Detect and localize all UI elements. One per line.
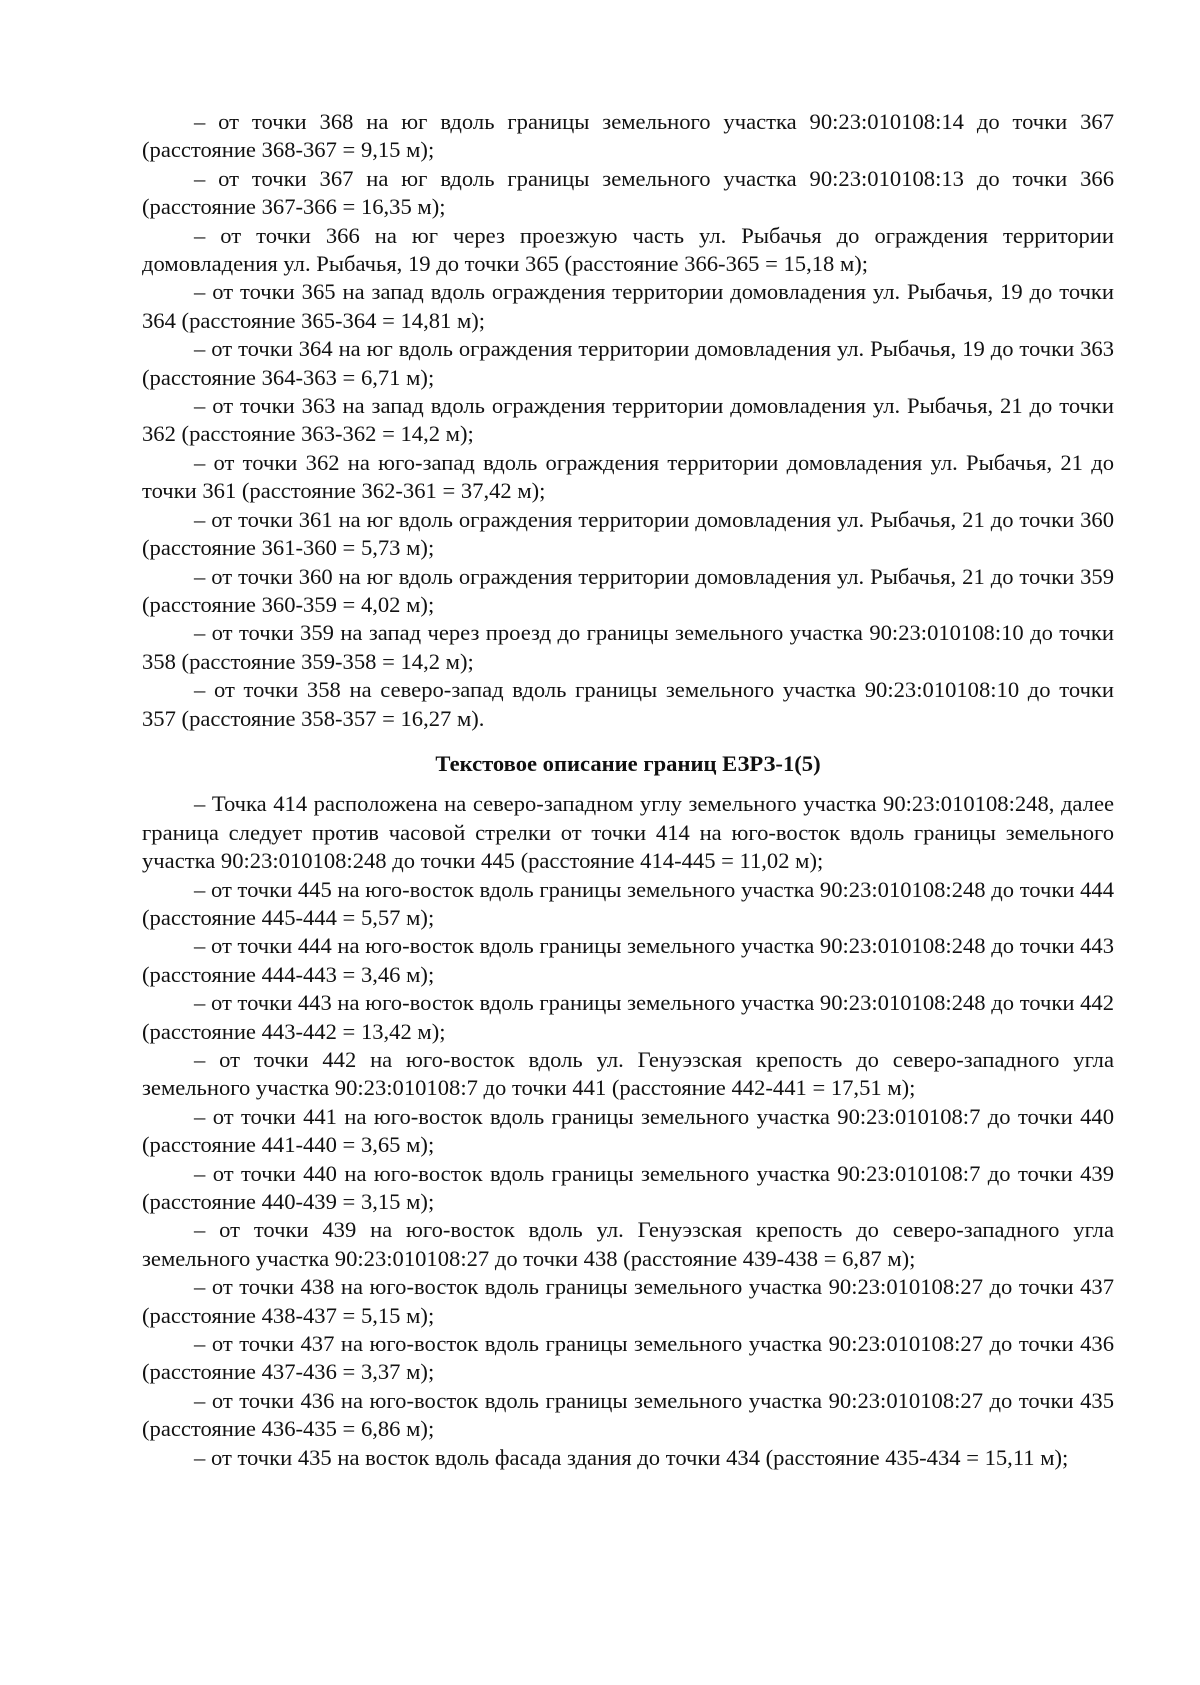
paragraph: – от точки 367 на юг вдоль границы земельного участка 90:23:010108:13 до точки 366 (расстояние 367-366 = 16,35 м);	[142, 165, 1114, 220]
paragraph: – от точки 360 на юг вдоль ограждения территории домовладения ул. Рыбачья, 21 до точки 359 (расстояние 360-359 = 4,02 м);	[142, 563, 1114, 617]
section-boundary-continuation	[142, 108, 1114, 733]
document-page	[142, 108, 1114, 1472]
paragraph: – от точки 435 на восток вдоль фасада здания до точки 434 (расстояние 435-434 = 15,11 м);	[194, 1444, 1069, 1470]
paragraph: – от точки 441 на юго-восток вдоль границы земельного участка 90:23:010108:7 до точки 440 (расстояние 441-440 = 3,65 м);	[142, 1103, 1114, 1158]
paragraph: – от точки 445 на юго-восток вдоль границы земельного участка 90:23:010108:248 до точки 444 (расстояние 445-444 = 5,57 м);	[142, 876, 1114, 930]
paragraph: – от точки 363 на запад вдоль ограждения территории домовладения ул. Рыбачья, 21 до точки 362 (расстояние 363-362 = 14,2 м);	[142, 393, 1114, 447]
section-ezrz-1-5	[142, 790, 1114, 1472]
paragraph: – от точки 437 на юго-восток вдоль границы земельного участка 90:23:010108:27 до точки 436 (расстояние 437-436 = 3,37 м);	[142, 1331, 1114, 1385]
paragraph: – от точки 366 на юг через проезжую часть ул. Рыбачья до ограждения территории домовладения ул. Рыбачья, 19 до точки 365 (расстояние 366-365 = 15,18 м);	[142, 222, 1114, 277]
paragraph: – от точки 436 на юго-восток вдоль границы земельного участка 90:23:010108:27 до точки 435 (расстояние 436-435 = 6,86 м);	[142, 1387, 1114, 1442]
paragraph: – от точки 362 на юго-запад вдоль ограждения территории домовладения ул. Рыбачья, 21 до точки 361 (расстояние 362-361 = 37,42 м);	[142, 449, 1114, 504]
paragraph: – от точки 444 на юго-восток вдоль границы земельного участка 90:23:010108:248 до точки 443 (расстояние 444-443 = 3,46 м);	[142, 933, 1114, 987]
paragraph: – от точки 358 на северо-запад вдоль границы земельного участка 90:23:010108:10 до точки 357 (расстояние 358-357 = 16,27 м).	[142, 677, 1114, 731]
paragraph: – от точки 361 на юг вдоль ограждения территории домовладения ул. Рыбачья, 21 до точки 360 (расстояние 361-360 = 5,73 м);	[142, 506, 1114, 561]
paragraph: – от точки 365 на запад вдоль ограждения территории домовладения ул. Рыбачья, 19 до точки 364 (расстояние 365-364 = 14,81 м);	[142, 279, 1114, 333]
paragraph: – от точки 439 на юго-восток вдоль ул. Генуэзская крепость до северо-западного угла земельного участка 90:23:010108:27 до точки 438 (расстояние 439-438 = 6,87 м);	[142, 1217, 1114, 1271]
paragraph: – от точки 440 на юго-восток вдоль границы земельного участка 90:23:010108:7 до точки 439 (расстояние 440-439 = 3,15 м);	[142, 1160, 1114, 1215]
paragraph: – от точки 442 на юго-восток вдоль ул. Генуэзская крепость до северо-западного угла земельного участка 90:23:010108:7 до точки 441 (расстояние 442-441 = 17,51 м);	[142, 1047, 1114, 1101]
paragraph: – Точка 414 расположена на северо-западном углу земельного участка 90:23:010108:248, далее граница следует против часовой стрелки от точки 414 на юго-восток вдоль границы земельного участка 90:23:010108:248 до точки 445 (расстояние 414-445 = 11,02 м);	[142, 791, 1114, 874]
paragraph: – от точки 438 на юго-восток вдоль границы земельного участка 90:23:010108:27 до точки 437 (расстояние 438-437 = 5,15 м);	[142, 1274, 1114, 1328]
paragraph: – от точки 364 на юг вдоль ограждения территории домовладения ул. Рыбачья, 19 до точки 363 (расстояние 364-363 = 6,71 м);	[142, 336, 1114, 390]
section-heading: Текстовое описание границ ЕЗРЗ-1(5)	[435, 750, 821, 776]
paragraph: – от точки 443 на юго-восток вдоль границы земельного участка 90:23:010108:248 до точки 442 (расстояние 443-442 = 13,42 м);	[142, 990, 1114, 1044]
paragraph: – от точки 368 на юг вдоль границы земельного участка 90:23:010108:14 до точки 367 (расстояние 368-367 = 9,15 м);	[142, 109, 1114, 163]
paragraph: – от точки 359 на запад через проезд до границы земельного участка 90:23:010108:10 до точки 358 (расстояние 359-358 = 14,2 м);	[142, 620, 1114, 674]
